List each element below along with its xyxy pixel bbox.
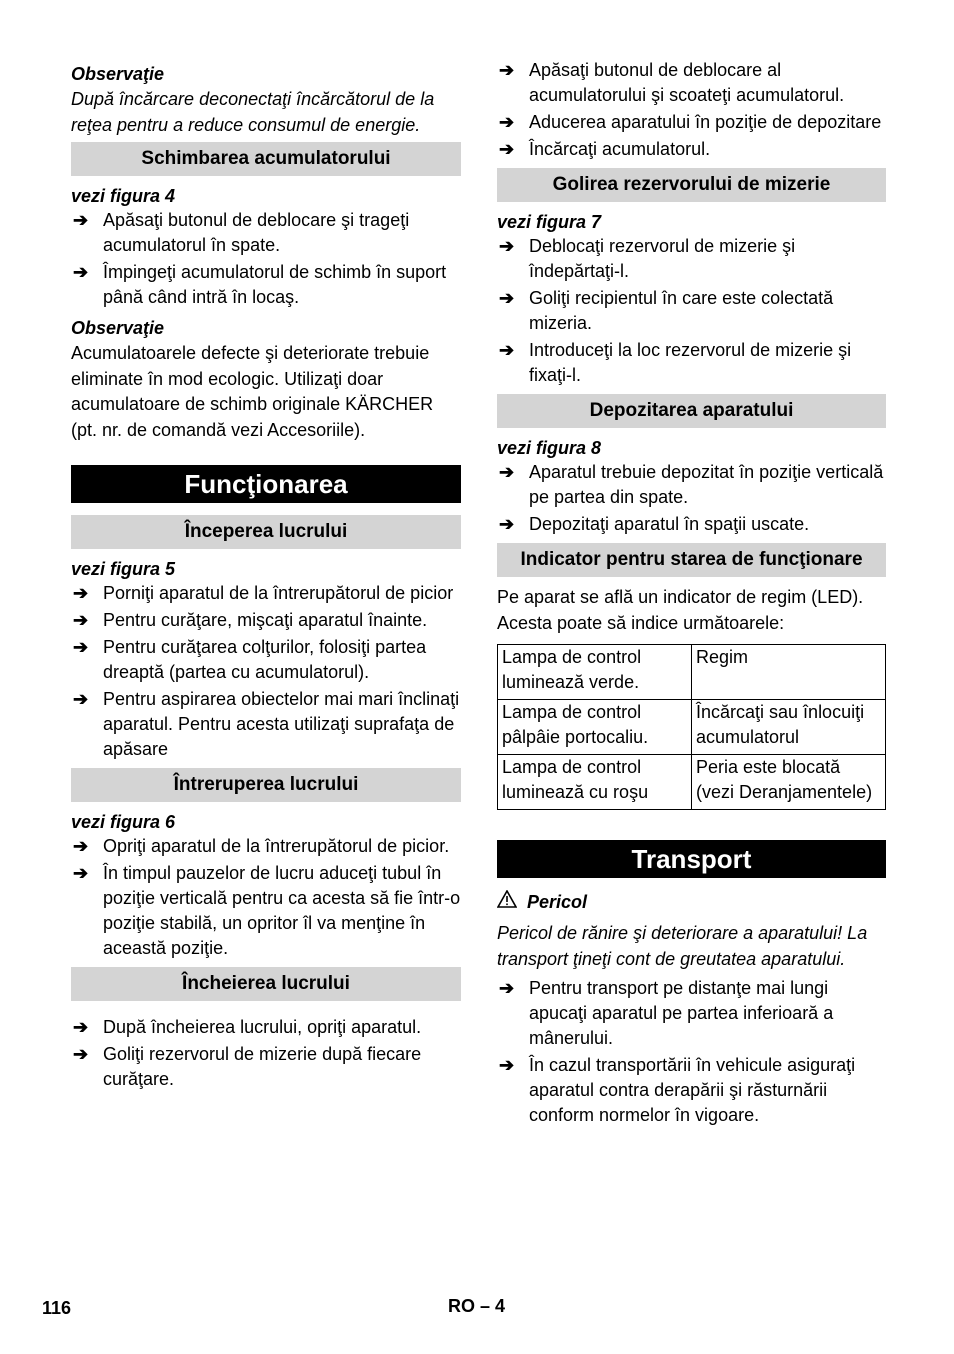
list-item: ➔ Introduceţi la loc rezervorul de mizerie şi fixaţi-l. [499, 340, 852, 385]
figure-reference: vezi figura 8 [497, 438, 602, 458]
chapter-heading-operation: Funcţionarea [71, 465, 461, 503]
table-cell-meaning: Peria este blocată (vezi Deranjamentele) [692, 755, 886, 810]
list-item: ➔ Împingeţi acumulatorul de schimb în suport până când intră în locaş. [73, 262, 447, 307]
note-title: Observaţie [71, 318, 165, 338]
figure-reference: vezi figura 6 [71, 812, 176, 832]
arrow-right-icon: ➔ [73, 1044, 89, 1064]
note-text: După încărcare deconectaţi încărcătorul de la reţea pentru a reduce consumul de energie. [71, 89, 435, 135]
list-item: ➔ Opriţi aparatul de la întrerupătorul de picior. [71, 834, 461, 859]
arrow-right-icon: ➔ [499, 139, 515, 159]
language-code: RO [448, 1296, 475, 1316]
list-item: ➔ Deblocaţi rezervorul de mizerie şi îndepărtaţi-l. [499, 236, 796, 281]
section-page-number: – 4 [480, 1296, 506, 1316]
list-item: ➔ Pentru curăţarea colţurilor, folosiţi partea dreaptă (partea cu acumulatorul). [73, 637, 427, 682]
arrow-right-icon: ➔ [73, 610, 89, 630]
list-item: ➔ Goliţi rezervorul de mizerie după fiecare curăţare. [73, 1044, 422, 1089]
language-section-label [448, 1296, 505, 1317]
start-work-steps [71, 581, 461, 762]
arrow-right-icon: ➔ [499, 60, 515, 80]
arrow-right-icon: ➔ [499, 288, 515, 308]
transport-steps [497, 976, 886, 1128]
list-item: ➔ În timpul pauzelor de lucru aduceţi tubul în poziţie verticală pentru ca acesta să fie într-o poziţie stabilă, un opritor îl va menţine în această poziţie. [73, 863, 461, 958]
list-item: ➔ Pentru curăţare, mişcaţi aparatul înainte. [71, 608, 461, 633]
table-cell-lamp: Lampa de control luminează cu roşu [498, 755, 692, 810]
list-item: ➔ Apăsaţi butonul de deblocare şi trageţi acumulatorul în spate. [73, 210, 410, 255]
warning-triangle-icon [497, 890, 517, 915]
list-item: ➔ Porniţi aparatul de la întrerupătorul de picior [71, 581, 461, 606]
arrow-right-icon: ➔ [73, 262, 89, 282]
arrow-right-icon: ➔ [499, 1055, 515, 1075]
list-item: ➔ Pentru transport pe distanţe mai lungi apucaţi aparatul pe partea inferioară a mânerului. [499, 978, 834, 1048]
interrupt-work-steps [71, 834, 461, 961]
list-item: ➔ Pentru aspirarea obiectelor mai mari înclinaţi aparatul. Pentru acesta utilizaţi suprafaţa de apăsare [73, 689, 460, 759]
section-heading-empty-tank: Golirea rezervorului de mizerie [497, 168, 886, 202]
section-heading-end-work: Încheierea lucrului [71, 967, 461, 1001]
figure-reference: vezi figura 4 [71, 186, 176, 206]
figure-reference: vezi figura 7 [497, 212, 602, 232]
arrow-right-icon: ➔ [499, 462, 515, 482]
right-column [497, 58, 886, 1134]
table-cell-meaning: Încărcaţi sau înlocuiţi acumulatorul [692, 700, 886, 755]
list-item: ➔ După încheierea lucrului, opriţi aparatul. [71, 1015, 461, 1040]
section-heading-status-indicator: Indicator pentru starea de funcţionare [497, 543, 886, 577]
led-status-table [497, 644, 886, 810]
battery-removal-steps [497, 58, 886, 162]
arrow-right-icon: ➔ [499, 340, 515, 360]
note-title: Observaţie [71, 64, 165, 84]
list-item: ➔ Aducerea aparatului în poziţie de depozitare [497, 110, 886, 135]
left-column [71, 58, 461, 1098]
arrow-right-icon: ➔ [73, 863, 89, 883]
section-heading-interrupt-work: Întreruperea lucrului [71, 768, 461, 802]
arrow-right-icon: ➔ [499, 236, 515, 256]
list-item: ➔ În cazul transportării în vehicule asiguraţi aparatul contra derapării şi răsturnării conform normelor în vigoare. [499, 1055, 856, 1125]
table-row [498, 645, 886, 700]
section-heading-battery-change: Schimbarea acumulatorului [71, 142, 461, 176]
arrow-right-icon: ➔ [499, 978, 515, 998]
storage-steps [497, 460, 886, 537]
table-cell-lamp: Lampa de control pâlpâie portocaliu. [498, 700, 692, 755]
list-item: ➔ Aparatul trebuie depozitat în poziţie verticală pe partea din spate. [499, 462, 884, 507]
arrow-right-icon: ➔ [73, 1017, 89, 1037]
empty-tank-steps [497, 234, 886, 388]
section-heading-storage: Depozitarea aparatului [497, 394, 886, 428]
table-cell-meaning: Regim [692, 645, 886, 700]
arrow-right-icon: ➔ [73, 689, 89, 709]
table-row [498, 700, 886, 755]
table-cell-lamp: Lampa de control luminează verde. [498, 645, 692, 700]
table-row [498, 755, 886, 810]
page-number: 116 [42, 1298, 72, 1318]
arrow-right-icon: ➔ [73, 583, 89, 603]
end-work-steps [71, 1015, 461, 1092]
danger-text: Pericol de rănire şi deteriorare a aparatului! La transport ţineţi cont de greutatea aparatului. [497, 923, 868, 969]
list-item: ➔ Depozitaţi aparatul în spaţii uscate. [497, 512, 886, 537]
note-body: Acumulatoarele defecte şi deteriorate trebuie eliminate în mod ecologic. Utilizaţi doar acumulatoare de schimb originale KÄRCHER (pt. nr. de comandă vezi Accesoriile). [71, 343, 434, 440]
section-heading-start-work: Începerea lucrului [71, 515, 461, 549]
arrow-right-icon: ➔ [499, 112, 515, 132]
list-item: ➔ Goliţi recipientul în care este colectată mizeria. [499, 288, 834, 333]
arrow-right-icon: ➔ [73, 637, 89, 657]
indicator-intro: Pe aparat se află un indicator de regim (LED). Acesta poate să indice următoarele: [497, 587, 864, 633]
danger-title: Pericol [497, 890, 886, 915]
list-item: ➔ Apăsaţi butonul de deblocare al acumulatorului şi scoateţi acumulatorul. [499, 60, 845, 105]
arrow-right-icon: ➔ [73, 210, 89, 230]
arrow-right-icon: ➔ [73, 836, 89, 856]
arrow-right-icon: ➔ [499, 514, 515, 534]
figure-reference: vezi figura 5 [71, 559, 176, 579]
chapter-heading-transport: Transport [497, 840, 886, 878]
battery-change-steps [71, 208, 461, 310]
list-item: ➔ Încărcaţi acumulatorul. [497, 137, 886, 162]
